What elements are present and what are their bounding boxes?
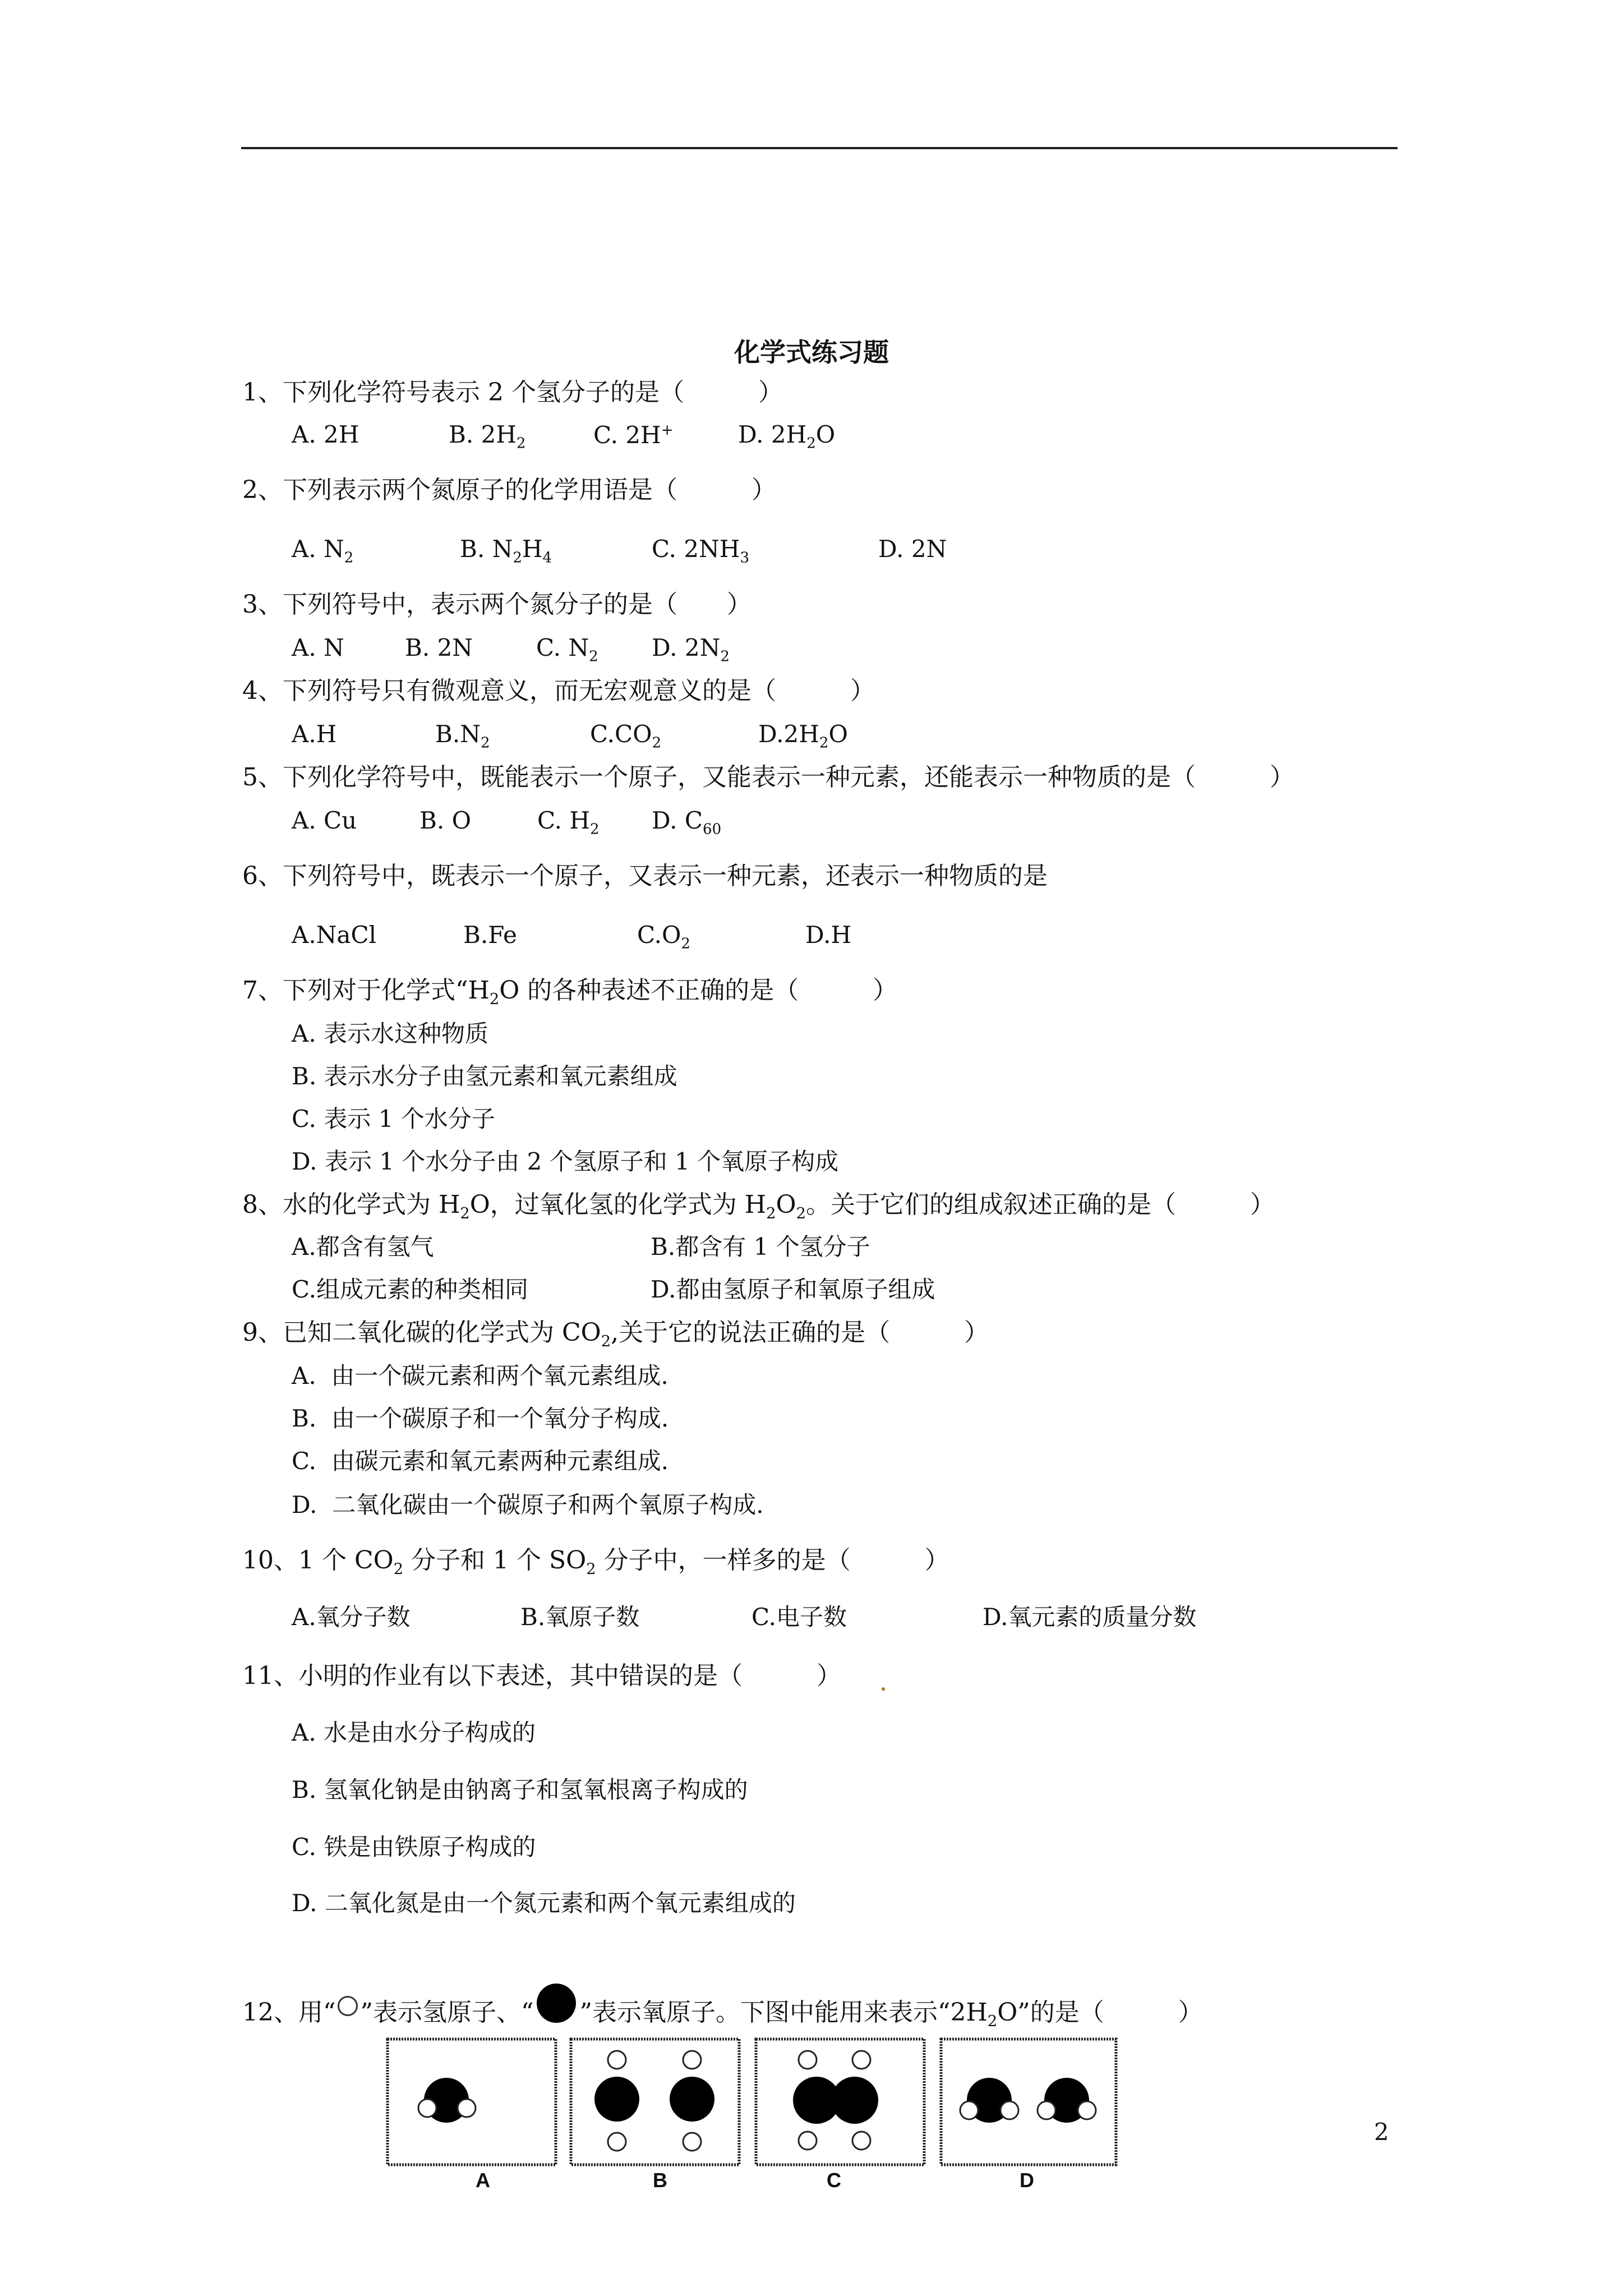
question-3-stem: 3、下列符号中，表示两个氮分子的是（ ） xyxy=(242,590,751,619)
question-5-option-d: D. $C_{60}$ xyxy=(652,807,722,838)
question-3-option-c: C. $N_2$ xyxy=(536,634,598,665)
question-11-option-c: C. 铁是由铁原子构成的 xyxy=(292,1833,536,1861)
hydrogen-atom-icon xyxy=(338,1996,358,2016)
question-3-option-b: B. 2N xyxy=(405,634,473,661)
question-11-stem: 11、小明的作业有以下表述，其中错误的是（ ） xyxy=(242,1662,841,1690)
question-8-option-a: A.都含有氢气 xyxy=(292,1233,434,1260)
question-6-option-a: A.NaCl xyxy=(292,921,377,949)
question-9-option-d: D. 二氧化碳由一个碳原子和两个氧原子构成. xyxy=(292,1491,764,1519)
stray-mark xyxy=(882,1687,885,1691)
question-10-option-b: B.氧原子数 xyxy=(520,1603,640,1631)
question-11-option-a: A. 水是由水分子构成的 xyxy=(292,1719,536,1746)
question-4-stem: 4、下列符号只有微观意义，而无宏观意义的是（ ） xyxy=(242,677,875,705)
question-5-option-a: A. Cu xyxy=(292,807,357,834)
question-1-option-b: B. $2H_2$ xyxy=(449,421,526,452)
figure-label-a: A xyxy=(476,2169,490,2192)
question-7-option-b: B. 表示水分子由氢元素和氧元素组成 xyxy=(292,1062,677,1090)
question-10-stem: 10、1 个 $CO_2$ 分子和 1 个 $SO_2$ 分子中，一样多的是（ ） xyxy=(242,1546,949,1578)
question-5-option-c: C. $H_2$ xyxy=(537,807,600,838)
question-1-option-c: C. 2H+ xyxy=(593,421,674,449)
figure-label-b: B xyxy=(653,2169,667,2192)
header-rule xyxy=(241,147,1398,149)
page-title: 化学式练习题 xyxy=(734,337,889,367)
question-10-option-c: C.电子数 xyxy=(751,1603,847,1631)
question-6-option-d: D.H xyxy=(805,921,852,949)
question-10-option-a: A.氧分子数 xyxy=(292,1603,411,1631)
question-1-option-d: D. $2H_2O$ xyxy=(738,421,836,452)
figure-label-d: D xyxy=(1020,2169,1034,2192)
oxygen-atom-icon xyxy=(537,1984,576,2023)
molecule-box-d xyxy=(941,2039,1116,2165)
molecule-diagram xyxy=(386,2037,1126,2166)
question-9-option-c: C. 由碳元素和氧元素两种元素组成. xyxy=(292,1447,669,1475)
question-2-stem: 2、下列表示两个氮原子的化学用语是（ ） xyxy=(242,476,776,504)
molecule-box-a xyxy=(388,2039,556,2165)
question-8-option-c: C.组成元素的种类相同 xyxy=(292,1276,528,1303)
figure-label-c: C xyxy=(827,2169,841,2192)
question-3-option-d: D. $2N_2$ xyxy=(652,634,730,665)
question-8-option-d: D.都由氢原子和氧原子组成 xyxy=(651,1276,935,1303)
question-7-option-c: C. 表示 1 个水分子 xyxy=(292,1105,495,1133)
molecule-box-c xyxy=(756,2039,924,2165)
question-1-option-a: A. 2H xyxy=(292,421,359,448)
question-10-option-d: D.氧元素的质量分数 xyxy=(983,1603,1197,1631)
question-7-option-a: A. 表示水这种物质 xyxy=(292,1020,489,1047)
question-6-stem: 6、下列符号中，既表示一个原子，又表示一种元素，还表示一种物质的是 xyxy=(242,862,1048,890)
question-1-stem: 1、下列化学符号表示 2 个氢分子的是（ ） xyxy=(242,378,783,407)
question-6-option-c: $C.O_2$ xyxy=(637,921,690,953)
question-8-option-b: B.都含有 1 个氢分子 xyxy=(651,1233,870,1260)
question-2-option-c: C. $2NH_3$ xyxy=(652,535,750,567)
question-8-stem: 8、水的化学式为 $H_2O$，过氧化氢的化学式为 $H_2O_2$。关于它们的组成叙述正确的是（ ） xyxy=(242,1190,1275,1222)
question-3-option-a: A. N xyxy=(292,634,344,661)
question-11-option-b: B. 氢氧化钠是由钠离子和氢氧根离子构成的 xyxy=(292,1776,748,1803)
question-9-stem: 9、已知二氧化碳的化学式为 $CO_2$,关于它的说法正确的是（ ） xyxy=(242,1318,989,1350)
question-4-option-a: A.H xyxy=(292,720,337,748)
question-6-option-b: B.Fe xyxy=(463,921,517,949)
question-5-stem: 5、下列化学符号中，既能表示一个原子，又能表示一种元素，还能表示一种物质的是（ ） xyxy=(242,763,1294,792)
question-2-option-d: D. 2N xyxy=(878,535,947,563)
question-12-stem: 12、用“ ”表示氢原子、“ ”表示氧原子。下图中能用来表示“$2H_2O$”的是（ ） xyxy=(242,1984,1203,2029)
question-9-option-b: B. 由一个碳原子和一个氧分子构成. xyxy=(292,1405,669,1432)
question-4-option-c: $C.CO_2$ xyxy=(590,720,662,752)
molecule-box-b xyxy=(571,2039,739,2165)
question-7-option-d: D. 表示 1 个水分子由 2 个氢原子和 1 个氧原子构成 xyxy=(292,1148,839,1175)
question-4-option-b: $B.N_2$ xyxy=(435,720,490,752)
question-7-stem: 7、下列对于化学式“$H_2O$ 的各种表述不正确的是（ ） xyxy=(242,976,898,1008)
question-11-option-d: D. 二氧化氮是由一个氮元素和两个氧元素组成的 xyxy=(292,1889,796,1917)
question-4-option-d: $D.2H_2O$ xyxy=(758,720,848,752)
page-number: 2 xyxy=(1374,2118,1389,2146)
question-5-option-b: B. O xyxy=(419,807,471,834)
question-2-option-b: B. $N_2H_4$ xyxy=(460,535,552,567)
question-9-option-a: A. 由一个碳元素和两个氧元素组成. xyxy=(292,1362,668,1389)
question-2-option-a: A. $N_2$ xyxy=(292,535,354,567)
